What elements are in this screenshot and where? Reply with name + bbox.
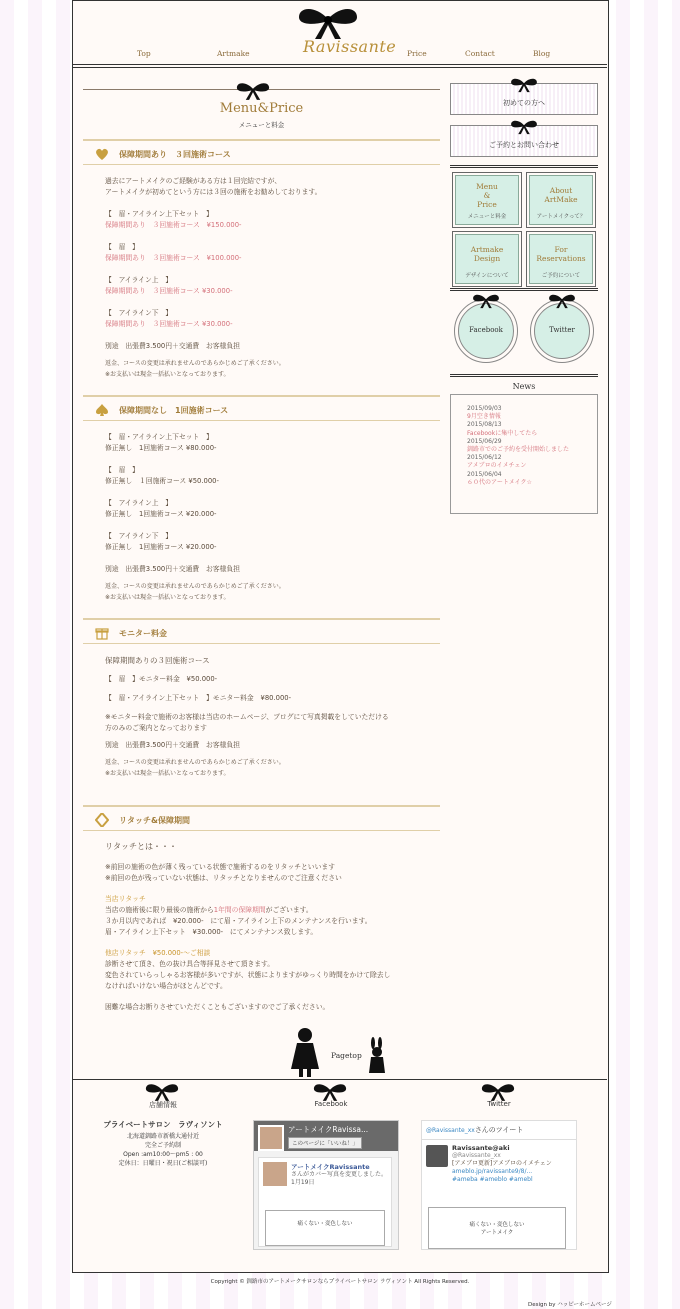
news-date: 2015/06/04 xyxy=(467,470,502,478)
tw-tags[interactable]: #ameba #ameblo #amebl xyxy=(452,1176,533,1183)
tweet xyxy=(422,1140,576,1184)
fb-post-avatar xyxy=(263,1162,287,1186)
retouch-line: 診断させて頂き、色の抜け具合等拝見させて頂きます。 xyxy=(105,960,275,968)
note: 返金、コースの変更は承れませんのであらかじめご了承ください。 xyxy=(105,583,285,590)
logo-bow-icon xyxy=(295,5,361,41)
nav-artmake[interactable]: Artmake xyxy=(217,49,250,58)
fb-post xyxy=(258,1157,392,1247)
page-frame xyxy=(72,0,609,1273)
extra-fee: 別途 出張費3.500円＋交通費 お客様負担 xyxy=(105,342,241,350)
item-price: 修正無し １回施術コース ¥50.000- xyxy=(105,477,219,485)
section-title: 保障期間あり ３回施術コース xyxy=(119,150,231,159)
news-date: 2015/06/12 xyxy=(467,454,502,462)
title-bow-icon xyxy=(233,81,273,101)
section-body-no-warranty xyxy=(105,432,435,603)
design-credit[interactable]: Design by ハッピーホームページ xyxy=(528,1302,612,1308)
tw-handle: @Ravissante_xx xyxy=(452,1152,501,1159)
item-name: 【 眉・アイライン上下セット 】 xyxy=(105,210,213,218)
twitter-widget[interactable] xyxy=(421,1120,577,1250)
retouch-line: なければいけない場合がほとんどです。 xyxy=(105,982,227,990)
footer-shop-heading: 店舗情報 xyxy=(149,1101,177,1109)
item-name: 【 アイライン上 】 xyxy=(105,499,173,507)
facebook-circle-button[interactable]: Facebook xyxy=(454,299,518,363)
page-title-en: Menu&Price xyxy=(219,101,304,116)
section-heading-no-warranty xyxy=(83,395,440,421)
bow-icon xyxy=(506,119,542,135)
retouch-desc: ※前回の施術の色が薄く残っている状態で施術するのをリタッチといいます xyxy=(105,863,335,871)
shop-address: 北海道釧路市新橋大通付近 xyxy=(126,1133,199,1140)
fb-cover xyxy=(254,1121,398,1151)
section-title: 保障期間なし 1回施術コース xyxy=(119,406,229,415)
tw-avatar xyxy=(426,1145,448,1167)
grid-about-artmake[interactable]: About ArtMake アートメイクって？ xyxy=(526,172,596,228)
nav-blog[interactable]: Blog xyxy=(533,49,551,58)
fb-avatar xyxy=(258,1125,284,1151)
extra-fee: 別途 出張費3.500円＋交通費 お客様負担 xyxy=(105,565,241,573)
facebook-widget[interactable] xyxy=(253,1120,399,1250)
retouch-heading: 当店リタッチ xyxy=(105,895,146,903)
retouch-lead: リタッチとは・・・ xyxy=(105,842,177,851)
grid-reservations[interactable]: For Reservations ご予約について xyxy=(526,231,596,287)
note: ※お支払いは現金一括払いとなっております。 xyxy=(105,770,230,777)
tw-text: [アメブロ更新]アメブロのイメチェン xyxy=(452,1160,552,1167)
news-date: 2015/09/03 xyxy=(467,405,502,412)
first-time-button[interactable]: 初めての方へ xyxy=(450,83,598,115)
news-link[interactable]: Facebookに集中してたら xyxy=(467,429,538,437)
item-name: 【 アイライン上 】 xyxy=(105,276,173,284)
nav-price[interactable]: Price xyxy=(407,49,427,58)
pagetop-link[interactable]: Pagetop xyxy=(331,1051,362,1060)
monitor-sub: 保障期間ありの３回施術コース xyxy=(105,656,210,665)
footer-twitter-heading: Twitter xyxy=(487,1100,511,1108)
intro-line: アートメイクが初めてという方には３回の施術をお勧めしております。 xyxy=(105,188,322,196)
fb-page-name[interactable]: アートメイクRavissa... xyxy=(288,1125,369,1134)
alice-silhouette-icon xyxy=(283,1025,327,1077)
page-title-jp: メニューと料金 xyxy=(238,121,285,129)
heart-icon xyxy=(95,147,109,161)
item-price: 保障期間あり ３回施術コース ¥30.000- xyxy=(105,287,233,295)
bow-icon xyxy=(468,293,504,309)
note: 返金、コースの変更は承れませんのであらかじめご了承ください。 xyxy=(105,759,285,766)
note: ※お支払いは現金一括払いとなっております。 xyxy=(105,371,230,378)
tw-name[interactable]: Ravissante@aki xyxy=(452,1144,510,1152)
grid-menu-price[interactable]: Menu & Price メニューと料金 xyxy=(452,172,522,228)
retouch-end: 困難な場合お断りさせていただくこともございますのでご了承ください。 xyxy=(105,1003,330,1011)
shop-hours: Open :am10:00〜pm5 : 00 xyxy=(123,1151,203,1158)
item-price: 修正無し 1回施術コース ¥80.000- xyxy=(105,444,217,452)
retouch-line: ３か月以内であれば ¥20.000- にて眉・アイライン上下のメンテナンスを行います。 xyxy=(105,917,372,925)
retouch-line: 眉・アイライン上下セット ¥30.000- にてメンテナンス致します。 xyxy=(105,928,318,936)
section-heading-monitor xyxy=(83,618,440,644)
nav-contact[interactable]: Contact xyxy=(465,49,495,58)
news-link[interactable]: 釧路市でのご予約を受付開始しました xyxy=(467,446,570,454)
section-heading-retouch xyxy=(83,805,440,831)
news-link[interactable]: アメブロのイメチェン xyxy=(467,462,527,470)
section-title: モニター料金 xyxy=(119,629,167,638)
reservation-contact-button[interactable]: ご予約とお問い合わせ xyxy=(450,125,598,157)
monitor-line: 【 眉 】モニター料金 ¥50.000- xyxy=(105,675,218,683)
item-price: 保障期間あり ３回施術コース ¥150.000- xyxy=(105,221,242,229)
page-title xyxy=(83,81,440,131)
footer-facebook-heading: Facebook xyxy=(314,1100,348,1108)
news-list xyxy=(450,394,598,514)
retouch-desc: ※前回の色が残っていない状態は、リタッチとなりませんのでご注意ください xyxy=(105,874,342,882)
extra-fee: 別途 出張費3.500円＋交通費 お客様負担 xyxy=(105,741,241,749)
item-price: 修正無し 1回施術コース ¥20.000- xyxy=(105,543,217,551)
fb-post-name[interactable]: アートメイクRavissante xyxy=(291,1163,370,1171)
news-link[interactable]: 9月空き情報 xyxy=(467,413,501,421)
section-body-monitor xyxy=(105,655,435,779)
item-price: 保障期間あり ３回施術コース ¥30.000- xyxy=(105,320,233,328)
bow-icon xyxy=(471,1082,525,1102)
shop-info xyxy=(93,1120,233,1168)
news-link[interactable]: ６０代のアートメイク☆ xyxy=(467,478,532,486)
bow-icon xyxy=(544,293,580,309)
item-price: 保障期間あり ３回施術コース ¥100.000- xyxy=(105,254,242,262)
bow-icon xyxy=(506,77,542,93)
retouch-line: 当店の施術後に限り最後の施術から1年間の保障期間がございます。 xyxy=(105,906,313,914)
tw-header: @Ravissante_xxさんのツイート xyxy=(422,1121,576,1140)
diamond-icon xyxy=(95,813,109,827)
rabbit-silhouette-icon xyxy=(365,1037,389,1077)
shop-name: プライベートサロン ラヴィソント xyxy=(103,1120,223,1129)
news-heading: News xyxy=(450,374,598,394)
note: 返金、コースの変更は承れませんのであらかじめご了承ください。 xyxy=(105,360,285,367)
fb-post-image[interactable]: 痛くない・変色しない xyxy=(265,1210,385,1246)
menu-grid xyxy=(450,165,598,291)
fb-like-button[interactable]: このページに「いいね！」 xyxy=(288,1137,362,1149)
monitor-note: 方のみのご案内となっております xyxy=(105,724,207,732)
site-header xyxy=(73,1,607,65)
item-name: 【 眉 】 xyxy=(105,243,139,251)
section-heading-warranty xyxy=(83,139,440,165)
shop-reserve: 完全ご予約制 xyxy=(144,1142,181,1149)
item-price: 修正無し 1回施術コース ¥20.000- xyxy=(105,510,217,518)
fb-post-date: 1月19日 xyxy=(291,1179,315,1186)
site-footer xyxy=(73,1079,607,1272)
monitor-note: ※モニター料金で施術のお客様は当店のホームページ、ブログにて写真掲載をしていただける xyxy=(105,713,389,721)
tw-link[interactable]: ameblo.jp/ravissante9/8/... xyxy=(452,1168,533,1175)
note: ※お支払いは現金一括払いとなっております。 xyxy=(105,594,230,601)
retouch-heading: 他店リタッチ ¥50.000-〜ご相談 xyxy=(105,949,211,957)
gift-icon xyxy=(95,626,109,640)
item-name: 【 眉 】 xyxy=(105,466,139,474)
twitter-circle-button[interactable]: Twitter xyxy=(530,299,594,363)
monitor-line: 【 眉・アイライン上下セット 】モニター料金 ¥80.000- xyxy=(105,694,292,702)
news-date: 2015/06/29 xyxy=(467,437,502,445)
shop-closed: 定休日：日曜日・祝日(ご相談可) xyxy=(118,1160,208,1167)
fb-post-text: さんがカバー写真を変更しました。 xyxy=(291,1171,388,1178)
item-name: 【 アイライン下 】 xyxy=(105,532,173,540)
intro-line: 過去にアートメイクのご経験がある方は１回完結ですが、 xyxy=(105,177,282,185)
site-logo[interactable]: Ravissante xyxy=(303,37,397,56)
section-body-warranty xyxy=(105,176,435,380)
nav-top[interactable]: Top xyxy=(137,49,151,58)
item-name: 【 アイライン下 】 xyxy=(105,309,173,317)
grid-design[interactable]: Artmake Design デザインについて xyxy=(452,231,522,287)
bow-icon xyxy=(135,1082,189,1102)
spade-icon xyxy=(95,403,109,417)
copyright: Copyright © 釧路市のアートメークサロンならプライベートサロン ラヴィソント All Rights Reserved. xyxy=(210,1279,470,1285)
retouch-line: 変色されていらっしゃるお客様が多いですが、状態によりますがゆっくり時間をかけて除去し xyxy=(105,971,391,979)
item-name: 【 眉・アイライン上下セット 】 xyxy=(105,433,213,441)
section-title: リタッチ&保障期間 xyxy=(119,816,190,825)
tw-image[interactable]: 痛くない・変色しない アートメイク xyxy=(428,1207,566,1249)
news-date: 2015/08/13 xyxy=(467,421,502,429)
section-body-retouch xyxy=(105,841,435,1013)
bow-icon xyxy=(303,1082,357,1102)
